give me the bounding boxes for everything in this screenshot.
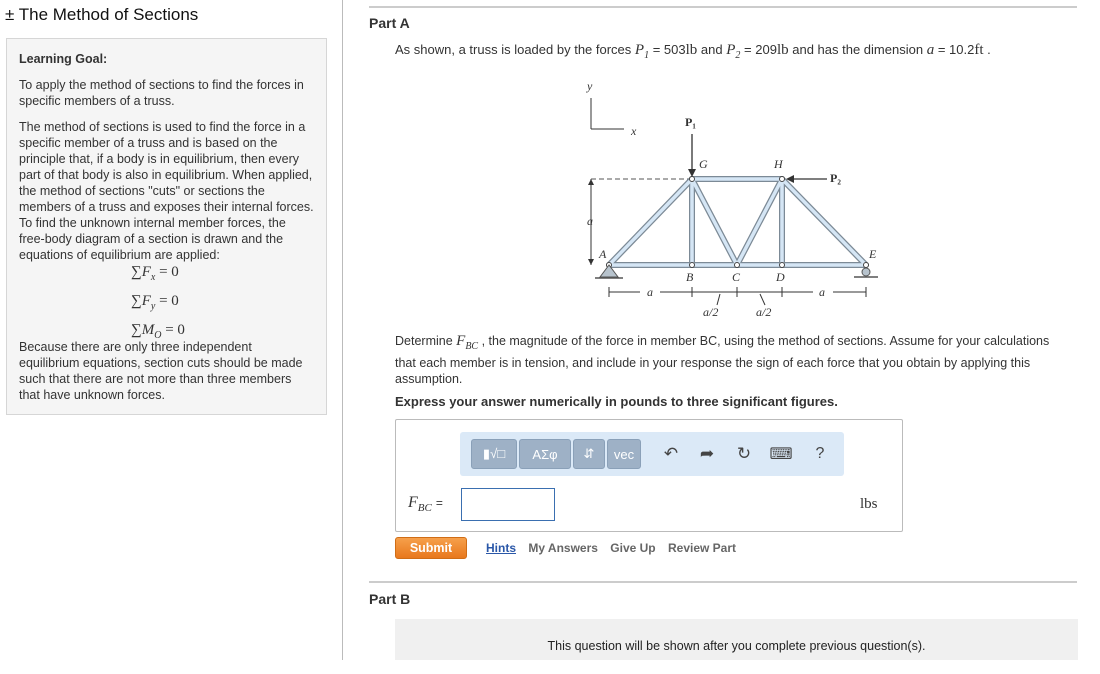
sidebar (0, 0, 343, 660)
truss-diagram (571, 78, 891, 328)
height-arrow-top (588, 179, 594, 185)
vec-label: vec (613, 446, 635, 462)
vec-button[interactable] (607, 439, 641, 469)
node-d-label: D (776, 270, 785, 284)
node-g-label: G (699, 157, 708, 171)
answer-links (486, 541, 745, 555)
method-description: The method of sections is used to find the force in a specific member of a truss and is based on the principle that, if a body is in equilibrium, then every part of that body is also in equilibrium. When applied, the method of sections "cuts" or sections the members of a truss and exposes their internal forces. To find the unknown internal member forces, the free-body diagram of a section is drawn and the equations of equilibrium are applied: (19, 120, 314, 262)
part-b-divider (369, 581, 1077, 583)
math-toolbar (460, 432, 844, 476)
greek-symbols-button[interactable] (519, 439, 571, 469)
redo-icon[interactable]: ➦ (699, 444, 715, 463)
height-arrow-bottom (588, 259, 594, 265)
hints-link[interactable]: Hints (486, 541, 516, 555)
templates-button[interactable] (471, 439, 517, 469)
learning-goal-text: To apply the method of sections to find the forces in specific members of a truss. (19, 78, 304, 108)
three-equations-note: Because there are only three independent equilibrium equations, section cuts should be made such that there are not more than three members that have unknown forces. (19, 340, 303, 402)
node-a-label: A (599, 247, 607, 261)
axis-y-label: y (587, 79, 593, 93)
dim-half2-label: a/2 (756, 305, 772, 319)
node-c-label: C (732, 270, 741, 284)
my-answers-link[interactable]: My Answers (528, 541, 598, 555)
roller-support-e (862, 268, 870, 276)
p1-arrowhead (688, 169, 696, 177)
arrows-icon: ⇵ (583, 446, 595, 461)
answer-input-label: $F_{BC}$ = (408, 494, 443, 515)
greek-icon: ΑΣφ (532, 446, 558, 462)
height-label: a (587, 214, 593, 228)
part-b-label[interactable]: Part B (369, 591, 411, 607)
part-b-locked-notice: This question will be shown after you complete previous question(s). (395, 619, 1078, 660)
review-part-link[interactable]: Review Part (667, 541, 737, 555)
node-b-label: B (686, 270, 694, 284)
top-divider (369, 6, 1077, 8)
keyboard-icon[interactable]: ⌨ (769, 446, 793, 463)
arrows-button[interactable] (573, 439, 605, 469)
p1-label: P₁ (685, 115, 696, 129)
equation-sum-fy: $\sum F_y = 0$ (131, 293, 179, 312)
give-up-link[interactable]: Give Up (610, 541, 656, 555)
part-a-label[interactable]: Part A (369, 15, 410, 31)
equation-sum-fx: $\sum F_x = 0$ (131, 264, 179, 283)
determine-statement: Determine $F_{BC}$ , the magnitude of the force in member BC, using the method of sections. Assume for your calculations that each member is in tension, and include in your response the sign of each force that you obtain by applying this assumption. (395, 333, 1050, 386)
node-h-label: H (774, 157, 783, 171)
help-icon[interactable]: ? (815, 445, 825, 462)
truss-joints (607, 177, 869, 268)
units-label: lbs (860, 496, 878, 512)
dim-right-label: a (819, 285, 825, 299)
truss-members (609, 179, 866, 265)
sidebar-title[interactable]: ± The Method of Sections (5, 5, 199, 24)
answer-box (395, 419, 903, 532)
submit-button[interactable]: Submit (395, 537, 467, 559)
answer-input[interactable] (461, 488, 555, 521)
express-instruction: Express your answer numerically in pounds to three significant figures. (395, 394, 838, 409)
undo-icon[interactable]: ↶ (663, 444, 679, 463)
reset-icon[interactable]: ↻ (736, 444, 752, 463)
dim-half1-label: a/2 (703, 305, 719, 319)
problem-statement: As shown, a truss is loaded by the forces $P_1 = 503lb$ and $P_2 = 209lb$ and has the dimension a = 10.2ft . (395, 42, 991, 61)
learning-goal-box (6, 38, 327, 415)
axis-x-label: x (631, 124, 637, 138)
dim-left-label: a (647, 285, 653, 299)
main-content (343, 0, 1100, 660)
learning-goal-heading: Learning Goal: (19, 52, 108, 66)
templates-icon: ▮√□ (482, 446, 506, 461)
node-e-label: E (869, 247, 877, 261)
equation-sum-mo: $\sum M_O = 0$ (131, 322, 185, 341)
p2-label: P₂ (830, 171, 841, 185)
